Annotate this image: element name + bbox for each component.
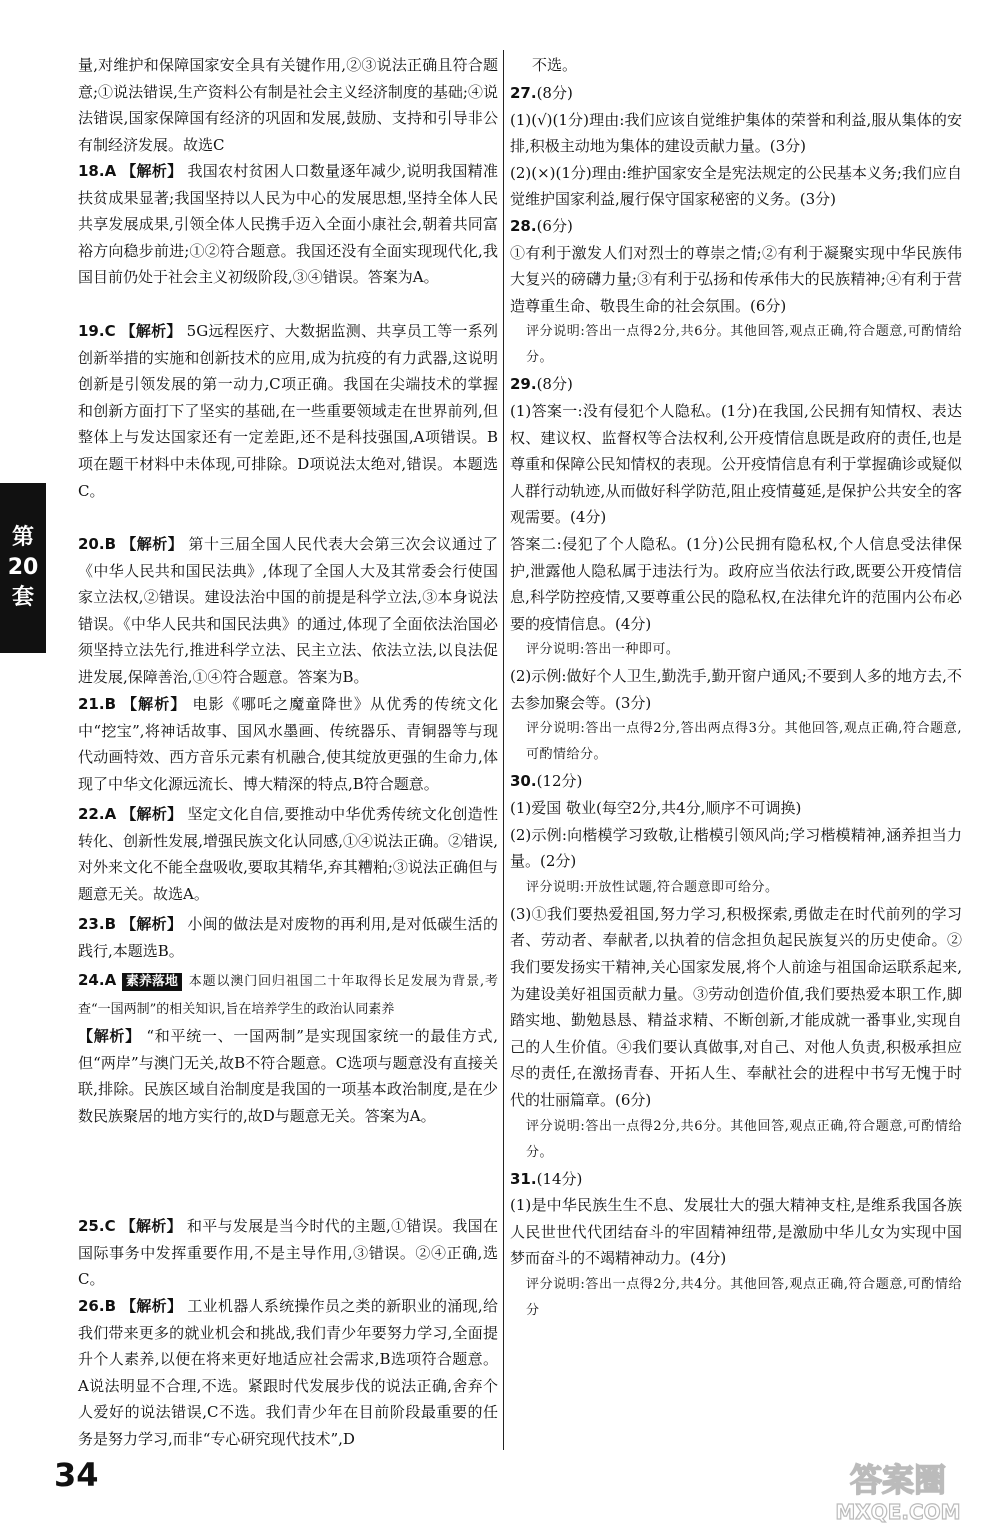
answer-letter: C [104,322,116,340]
analysis-text: “和平统一、一国两制”是实现国家统一的最佳方式,但“两岸”与澳门无关,故B不符合题意。C选项与题意没有直接关联,排除。民族区域自治制度是我国的一项基本政治制度,是在少数民族聚居的地方实行的,故D与题意无关。答案为A。 [78,1027,498,1125]
answer-28 [510,213,962,371]
answer-30 [510,768,962,1165]
answer-part-2: 答案二:侵犯了个人隐私。(1分)公民拥有隐私权,个人信息受法律保护,泄露他人隐私属于违法行为。政府应当依法行政,既要公开疫情信息,科学防控疫情,又要尊重公民的隐私权,在法律允许的范围内公布必要的疫情信息。(4分) [510,534,962,633]
analysis-text: 和平与发展是当今时代的主题,①错误。我国在国际事务中发挥重要作用,不是主导作用,③错误。②④正确,选C。 [78,1217,498,1289]
scoring-note: 评分说明:答出一点得2分,答出两点得3分。其他回答,观点正确,符合题意,可酌情给分。 [526,721,962,763]
question-number: 22. [78,805,105,823]
question-number: 26. [78,1297,105,1315]
answer-24 [78,967,498,1213]
answer-letter: A [104,162,117,180]
answer-22 [78,801,498,911]
analysis-tag: 【解析】 [120,1217,182,1235]
watermark-logo-bottom: MXQE.COM [835,1500,961,1524]
analysis-text: 第十三届全国人民代表大会第三次会议通过了《中华人民共和国民法典》,体现了全国人大及其常委会行使国家立法权,②错误。建设法治中国的前提是科学立法,③本身说法错误。《中华人民共和国民法典》的通过,体现了全面依法治国必须坚持立法先行,推进科学立法、民主立法、依法立法,以良法促进发展,保障善治,①④符合题意。答案为B。 [78,535,498,686]
answer-25 [78,1213,498,1293]
set-tab-char-2: 套 [11,585,34,610]
watermark-logo [818,1455,978,1525]
analysis-tag: 【解析】 [121,915,183,933]
answer-letter: B [104,915,117,933]
watermark-logo-top: 答案圈 [849,1461,947,1499]
question-number: 28. [510,216,537,235]
answer-19 [78,318,498,531]
question-score: (6分) [536,216,573,235]
left-column [78,52,498,1453]
analysis-text: 小闽的做法是对废物的再利用,是对低碳生活的践行,本题选B。 [78,915,498,960]
question-score: (14分) [536,1169,583,1188]
analysis-text: 电影《哪吒之魔童降世》从优秀的传统文化中“挖宝”,将神话故事、国风水墨画、传统器乐、青铜器等与现代动画特效、西方音乐元素有机融合,使其绽放更强的生命力,体现了中华文化源远流长、博大精深的特点,B符合题意。 [78,695,498,793]
answer-21 [78,691,498,801]
continued-paragraph [78,52,498,158]
scoring-note: 评分说明:答出一点得2分,共6分。其他回答,观点正确,符合题意,可酌情给分。 [526,1118,962,1160]
analysis-tag: 【解析】 [121,535,184,553]
answer-part-1: (1)答案一:没有侵犯个人隐私。(1分)在我国,公民拥有知情权、表达权、建议权、监督权等合法权利,公开疫情信息既是政府的责任,也是尊重和保障公民知情权的表现。公开疫情信息有利于掌握确诊或疑似人群行动轨迹,从而做好科学防范,阻止疫情蔓延,是保护公共安全的客观需要。(4分) [510,401,962,527]
question-score: (8分) [536,375,573,394]
analysis-tag: 【解析】 [121,695,187,713]
paragraph-text: 不选。 [532,56,578,74]
answer-letter: B [104,535,117,553]
question-number: 24. [78,971,105,989]
set-tab-char-1: 第 [11,525,34,550]
analysis-tag: 【解析】 [121,805,183,823]
scoring-note: 评分说明:答出一点得2分,共6分。其他回答,观点正确,符合题意,可酌情给分。 [526,324,962,366]
set-number-tab [0,483,46,653]
answer-part-3: (2)示例:做好个人卫生,勤洗手,勤开窗户通风;不要到人多的地方去,不去参加聚会等。(3分) [510,667,962,712]
answer-18 [78,158,498,318]
analysis-tag: 【解析】 [120,322,182,340]
answer-29 [510,371,962,768]
answer-20 [78,531,498,691]
question-number: 31. [510,1169,537,1188]
column-separator [503,50,504,1450]
answer-letter: B [104,695,117,713]
literacy-intro: 本题以澳门回归祖国二十年取得长足发展为背景,考查“一国两制”的相关知识,旨在培养学生的政治认同素养 [78,974,498,1017]
scoring-note: 评分说明:答出一种即可。 [526,642,680,658]
answer-part-2: (2)(×)(1分)理由:维护国家安全是宪法规定的公民基本义务;我们应自觉维护国家利益,履行保守国家秘密的义务。(3分) [510,163,962,209]
question-number: 30. [510,772,537,791]
answer-letter: B [104,1297,117,1315]
page-number: 34 [54,1456,99,1494]
answer-part-3: (3)①我们要热爱祖国,努力学习,积极探索,勇做走在时代前列的学习者、劳动者、奉献者,以执着的信念担负起民族复兴的历史使命。②我们要发扬实干精神,关心国家发展,将个人前途与祖国命运联系起来,为建设美好祖国贡献力量。③劳动创造价值,我们要热爱本职工作,脚踏实地、勤勉恳恳、精益求精、不断创新,才能成就一番事业,实现自己的人生价值。④我们要认真做事,对自己、对他人负责,积极承担应尽的责任,在激扬青春、开拓人生、奉献社会的进程中书写无愧于时代的壮丽篇章。(6分) [510,904,962,1109]
answer-27 [510,80,962,213]
set-tab-number: 20 [7,555,39,580]
answer-part-1: (1)是中华民族生生不息、发展壮大的强大精神支柱,是维系我国各族人民世世代代团结奋斗的牢固精神纽带,是激励中华儿女为实现中国梦而奋斗的不竭精神动力。(4分) [510,1196,962,1268]
question-number: 27. [510,84,537,102]
question-number: 21. [78,695,105,713]
question-score: (12分) [536,772,583,791]
answer-31 [510,1166,962,1324]
analysis-tag: 【解析】 [78,1027,141,1045]
analysis-text: 我国农村贫困人口数量逐年减少,说明我国精准扶贫成果显著;我国坚持以人民为中心的发展思想,坚持全体人民共享发展成果,引领全体人民携手迈入全面小康社会,朝着共同富裕方向稳步前进;①②符合题意。我国还没有全面实现现代化,我国目前仍处于社会主义初级阶段,③④错误。答案为A。 [78,162,498,287]
scoring-note: 评分说明:答出一点得2分,共4分。其他回答,观点正确,符合题意,可酌情给分 [526,1276,962,1318]
answer-part-1: (1)爱国 敬业(每空2分,共4分,顺序不可调换) [510,799,802,818]
analysis-text: 5G远程医疗、大数据监测、共享员工等一系列创新举措的实施和创新技术的应用,成为抗疫的有力武器,这说明创新是引领发展的第一动力,C项正确。我国在尖端技术的掌握和创新方面打下了坚实的基础,在一些重要领域走在世界前列,但整体上与发达国家还有一定差距,还不是科技强国,A项错误。B项在题干材料中未体现,可排除。D项说法太绝对,错误。本题选C。 [78,322,498,500]
answer-part-1: (1)(√)(1分)理由:我们应该自觉维护集体的荣誉和利益,服从集体的安排,积极主动地为集体的建设贡献力量。(3分) [510,110,962,156]
question-number: 23. [78,915,105,933]
question-number: 25. [78,1217,105,1235]
question-number: 20. [78,535,105,553]
scoring-note: 评分说明:开放性试题,符合题意即可给分。 [526,879,779,895]
paragraph-text: 量,对维护和保障国家安全具有关键作用,②③说法正确且符合题意;①说法错误,生产资料公有制是社会主义经济制度的基础;④说法错误,国家保障国有经济的巩固和发展,鼓励、支持和引导非公有制经济发展。故选C [78,56,498,154]
question-number: 29. [510,375,537,394]
right-column [510,52,962,1324]
question-number: 19. [78,322,105,340]
answer-part-1: ①有利于激发人们对烈士的尊崇之情;②有利于凝聚实现中华民族伟大复兴的磅礴力量;③有利于弘扬和传承伟大的民族精神;④有利于营造尊重生命、敬畏生命的社会氛围。(6分) [510,243,962,315]
answer-part-2: (2)示例:向楷模学习致敬,让楷模引领风尚;学习楷模精神,涵养担当力量。(2分) [510,825,962,871]
question-score: (8分) [536,84,573,102]
analysis-text: 工业机器人系统操作员之类的新职业的涌现,给我们带来更多的就业机会和挑战,我们青少年要努力学习,全面提升个人素养,以便在将来更好地适应社会需求,B选项符合题意。A说法明显不合理,不选。紧跟时代发展步伐的说法正确,舍弃个人爱好的说法错误,C不选。我们青少年在目前阶段最重要的任务是努力学习,而非“专心研究现代技术”,D [78,1297,498,1448]
analysis-tag: 【解析】 [121,1297,183,1315]
question-number: 18. [78,162,105,180]
answer-letter: A [104,805,117,823]
answer-26 [78,1293,498,1453]
analysis-text: 坚定文化自信,要推动中华优秀传统文化创造性转化、创新性发展,增强民族文化认同感,①④说法正确。②错误,对外来文化不能全盘吸收,要取其精华,弃其糟粕;③说法正确但与题意无关。故选A。 [78,805,498,903]
continued-paragraph [510,52,962,80]
answer-letter: A [104,971,117,989]
answer-letter: C [104,1217,116,1235]
answer-23 [78,911,498,967]
literacy-badge: 素养落地 [122,973,182,991]
analysis-tag: 【解析】 [121,162,183,180]
